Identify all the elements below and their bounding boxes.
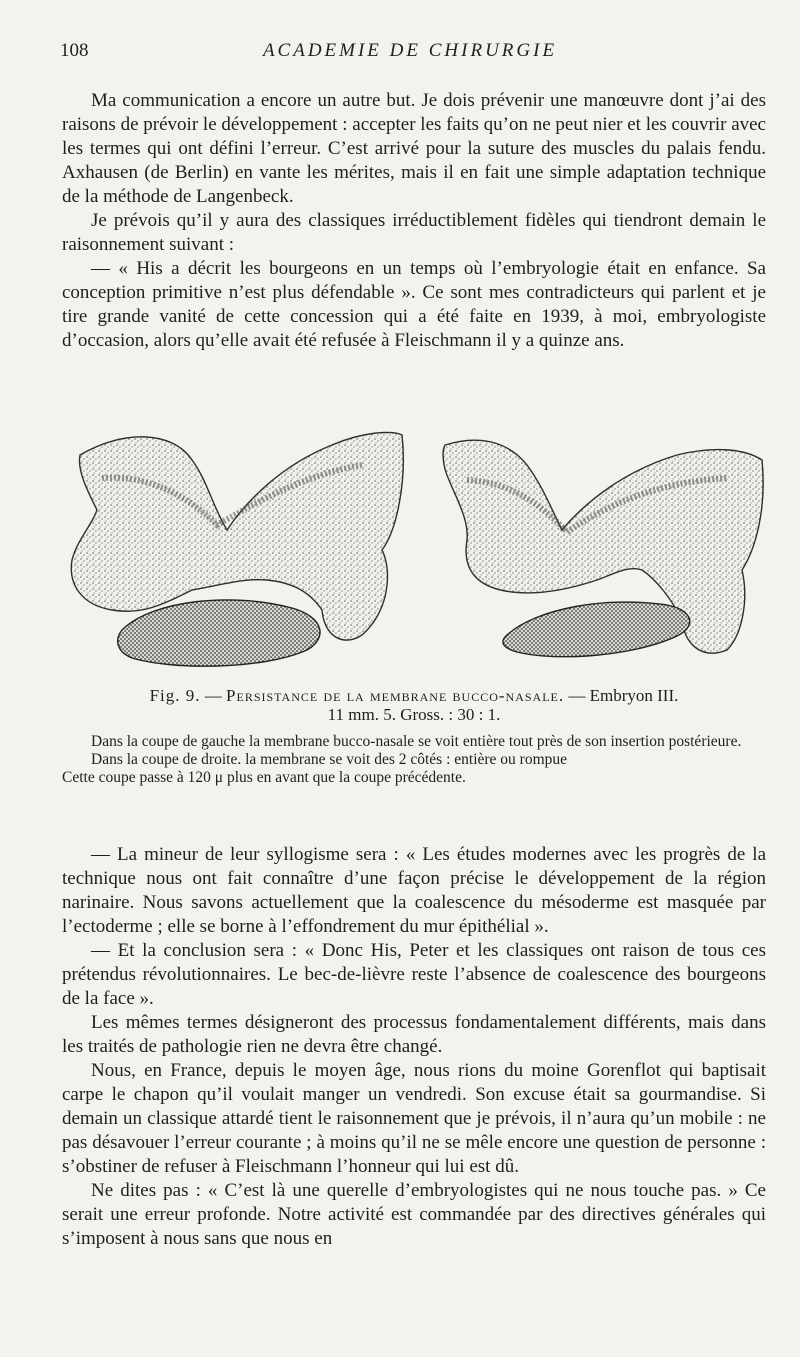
figure-specs: 11 mm. 5. Gross. : 30 : 1. <box>327 705 501 724</box>
paragraph: Les mêmes termes désigneront des processus fondamentalement différents, mais dans les traités de pathologie rien ne devra être changé. <box>62 1012 766 1057</box>
figure-label: Fig. 9. <box>149 686 201 705</box>
legend-line: Dans la coupe de droite. la membrane se voit des 2 côtés : entière ou rompue <box>91 751 568 768</box>
figure-subject: Embryon III. <box>589 686 679 705</box>
figure-histology-sections <box>62 420 766 680</box>
figure-title: Persistance de la membrane bucco-nasale. <box>226 686 565 705</box>
right-lower-lobe <box>503 602 690 657</box>
paragraph: — La mineur de leur syllogisme sera : « Les études modernes avec les progrès de la technique nous ont fait connaître d’une façon précise le développement de la région narinaire. Nous savons actuellement que la coalescence du mésoderme est masquée par l’ectoderme ; elle se borne à l’effondrement du mur épithélial ». <box>62 844 766 937</box>
left-lower-lobe <box>118 600 320 666</box>
paragraph: Je prévois qu’il y aura des classiques irréductiblement fidèles qui tiendront demain le raisonnement suivant : <box>62 210 766 255</box>
body-text-top <box>62 89 766 353</box>
histology-section-left <box>62 420 407 680</box>
page-number: 108 <box>60 40 89 61</box>
figure-caption: Fig. 9. — Persistance de la membrane bucco-nasale. — Embryon III. 11 mm. 5. Gross. : 30 : 1. <box>62 686 766 724</box>
paragraph: — « His a décrit les bourgeons en un temps où l’embryologie était en enfance. Sa conception primitive n’est plus défendable ». Ce sont mes contradicteurs qui parlent et je tire grande vanité de cette concession qui a été faite en 1939, à moi, embryologiste d’occasion, alors qu’elle avait été refusée à Fleischmann il y a quinze ans. <box>62 258 766 351</box>
paragraph: Ma communication a encore un autre but. Je dois prévenir une manœuvre dont j’ai des raisons de prévoir le développement : accepter les faits qu’on ne peut nier et les couvrir avec les termes qui ont défini l’erreur. C’est arrivé pour la suture des muscles du palais fendu. Axhausen (de Berlin) en vante les mérites, mais il en fait une simple adaptation technique de la méthode de Langenbeck. <box>62 90 766 207</box>
page-header <box>60 40 760 70</box>
histology-section-right <box>437 420 767 680</box>
figure-legend <box>62 733 766 787</box>
paragraph: — Et la conclusion sera : « Donc His, Peter et les classiques ont raison de tous ces prétendus révolutionnaires. Le bec-de-lièvre reste l’absence de coalescence des bourgeons de la face ». <box>62 940 766 1009</box>
legend-line: Dans la coupe de gauche la membrane bucco-nasale se voit entière tout près de son insertion postérieure. <box>91 733 742 750</box>
body-text-bottom <box>62 843 766 1251</box>
running-title: ACADEMIE DE CHIRURGIE <box>262 40 558 61</box>
paragraph: Ne dites pas : « C’est là une querelle d’embryologistes qui ne nous touche pas. » Ce serait une erreur profonde. Notre activité est commandée par des directives générales qui s’imposent à nous sans que nous en <box>62 1180 766 1249</box>
paragraph: Nous, en France, depuis le moyen âge, nous rions du moine Gorenflot qui baptisait carpe le chapon qu’il voulait manger un vendredi. Son excuse était sa gourmandise. Si demain un classique attardé tient le raisonnement que je prévois, il n’aura qu’un mobile : ne pas désavouer l’erreur courante ; à moins qu’il ne se mêle encore une question de personne : s’obstiner de refuser à Fleischmann l’honneur qui lui est dû. <box>62 1060 766 1177</box>
legend-line: Cette coupe passe à 120 μ plus en avant que la coupe précédente. <box>62 769 466 786</box>
